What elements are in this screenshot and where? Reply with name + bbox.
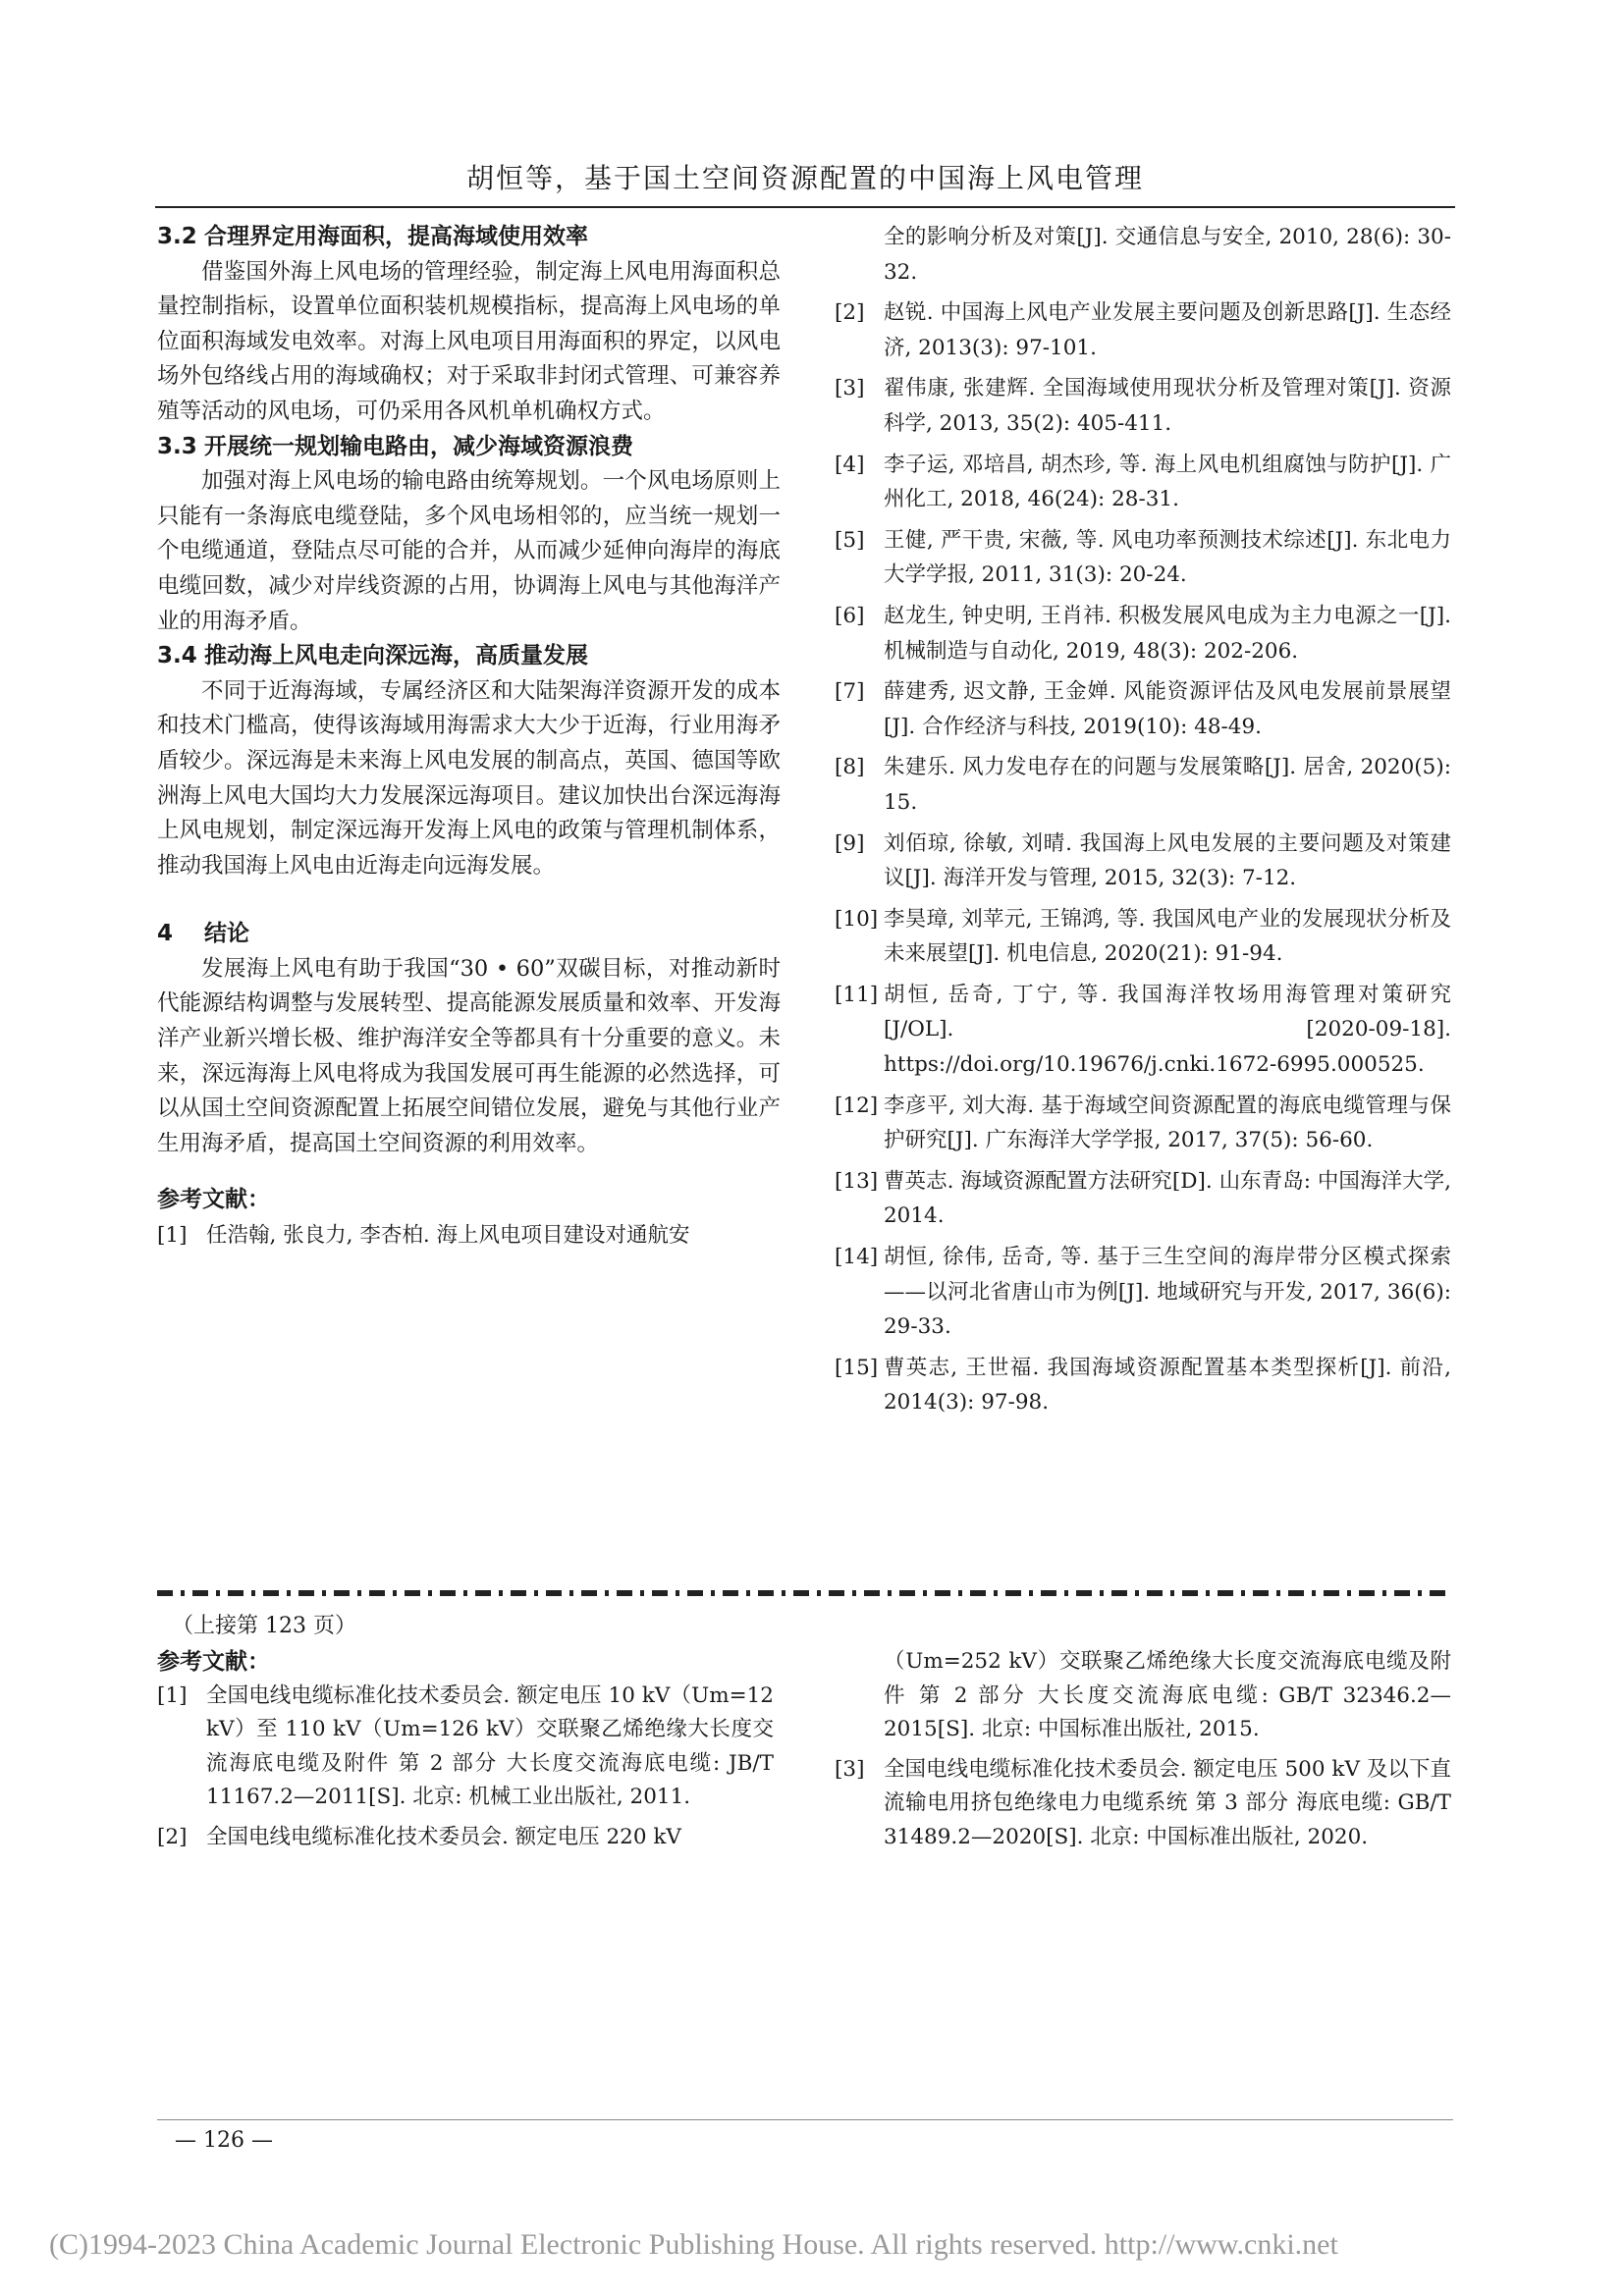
reference-item bbox=[835, 674, 1451, 744]
reference-continuation: （Um=252 kV）交联聚乙烯绝缘大长度交流海底电缆及附件 第 2 部分 大长度交流海底电缆: GB/T 32346.2—2015[S]. 北京: 中国标准出版社, 2015. bbox=[884, 1649, 1451, 1742]
reference-number: [1] bbox=[157, 1682, 188, 1708]
reference-text: 刘佰琼, 徐敏, 刘晴. 我国海上风电发展的主要问题及对策建议[J]. 海洋开发与管理, 2015, 32(3): 7-12. bbox=[884, 830, 1451, 891]
reference-continuation bbox=[835, 220, 1451, 290]
running-head: 胡恒等，基于国土空间资源配置的中国海上风电管理 bbox=[465, 162, 1144, 194]
reference-number: [9] bbox=[835, 830, 865, 856]
header-rule bbox=[155, 206, 1455, 208]
section-paragraph: 借鉴国外海上风电场的管理经验，制定海上风电用海面积总量控制指标，设置单位面积装机规模指标，提高海上风电场的单位面积海域发电效率。对海上风电项目用海面积的界定，以风电场外包络线占用的海域确权；对于采取非封闭式管理、可兼容养殖等活动的风电场，可仍采用各风机单机确权方式。 bbox=[157, 258, 781, 424]
reference-item bbox=[835, 827, 1451, 896]
reference-number: [2] bbox=[835, 300, 865, 326]
section-number: 3.2 bbox=[157, 224, 197, 249]
references-title: 参考文献： bbox=[157, 1649, 270, 1675]
reference-text: 胡恒, 岳奇, 丁宁, 等. 我国海洋牧场用海管理对策研究 [J/OL]. [2020-09-18]. https://doi.org/10.19676/j.cnki.1672-6995.000525. bbox=[884, 982, 1451, 1078]
page-number: — 126 — bbox=[175, 2128, 273, 2153]
reference-text: 赵锐. 中国海上风电产业发展主要问题及创新思路[J]. 生态经济, 2013(3): 97-101. bbox=[884, 300, 1451, 360]
section-title: 结论 bbox=[204, 921, 249, 947]
reference-text: 全的影响分析及对策[J]. 交通信息与安全, 2010, 28(6): 30-32. bbox=[884, 225, 1451, 285]
reference-number: [5] bbox=[835, 527, 865, 553]
continued-refs-left bbox=[157, 1645, 774, 1861]
reference-text: 薛建秀, 迟文静, 王金婵. 风能资源评估及风电发展前景展望[J]. 合作经济与科技, 2019(10): 48-49. bbox=[884, 679, 1451, 739]
left-column bbox=[157, 220, 781, 1259]
section-paragraph: 加强对海上风电场的输电路由统筹规划。一个风电场原则上只能有一条海底电缆登陆，多个风电场相邻的，应当统一规划一个电缆通道，登陆点尽可能的合并，从而减少延伸向海岸的海底电缆回数，减少对岸线资源的占用，协调海上风电与其他海洋产业的用海矛盾。 bbox=[157, 468, 781, 634]
section-number: 4 bbox=[157, 921, 174, 947]
section-paragraph: 发展海上风电有助于我国“30 • 60”双碳目标，对推动新时代能源结构调整与发展转型、提高能源发展质量和效率、开发海洋产业新兴增长极、维护海洋安全等都具有十分重要的意义。未来，深远海海上风电将成为我国发展可再生能源的必然选择，可以从国土空间资源配置上拓展空间错位发展，避免与其他行业产生用海矛盾，提高国土空间资源的利用效率。 bbox=[157, 955, 781, 1156]
reference-number: [10] bbox=[835, 906, 879, 932]
reference-item bbox=[835, 295, 1451, 365]
reference-item bbox=[835, 448, 1451, 517]
continued-refs-right bbox=[835, 1645, 1451, 1861]
right-column bbox=[835, 220, 1451, 1426]
dashed-separator bbox=[157, 1590, 1453, 1596]
reference-number: [12] bbox=[835, 1093, 879, 1118]
reference-number: [7] bbox=[835, 679, 865, 705]
reference-text: 李昊璋, 刘苹元, 王锦鸿, 等. 我国风电产业的发展现状分析及未来展望[J]. 机电信息, 2020(21): 91-94. bbox=[884, 906, 1451, 967]
reference-item bbox=[835, 371, 1451, 441]
reference-item bbox=[835, 1351, 1451, 1420]
reference-text: 王健, 严干贵, 宋薇, 等. 风电功率预测技术综述[J]. 东北电力大学学报, 2011, 31(3): 20-24. bbox=[884, 527, 1451, 588]
reference-item bbox=[835, 1240, 1451, 1345]
reference-number: [2] bbox=[157, 1824, 188, 1849]
reference-item bbox=[835, 750, 1451, 820]
section-title: 推动海上风电走向深远海，高质量发展 bbox=[204, 643, 588, 669]
reference-number: [15] bbox=[835, 1355, 879, 1380]
reference-text: 胡恒, 徐伟, 岳奇, 等. 基于三生空间的海岸带分区模式探索——以河北省唐山市为例[J]. 地域研究与开发, 2017, 36(6): 29-33. bbox=[884, 1245, 1451, 1340]
footer-rule bbox=[157, 2119, 1453, 2120]
continued-from-note: （上接第 123 页） bbox=[172, 1614, 356, 1638]
section-heading-3-2 bbox=[157, 220, 781, 255]
section-paragraph: 不同于近海海域，专属经济区和大陆架海洋资源开发的成本和技术门槛高，使得该海域用海需求大大少于近海，行业用海矛盾较少。深远海是未来海上风电发展的制高点，英国、德国等欧洲海上风电大国均大力发展深远海项目。建议加快出台深远海海上风电规划，制定深远海开发海上风电的政策与管理机制体系，推动我国海上风电由近海走向远海发展。 bbox=[157, 677, 781, 879]
reference-text: 曹英志. 海域资源配置方法研究[D]. 山东青岛: 中国海洋大学, 2014. bbox=[884, 1168, 1451, 1229]
reference-text: 翟伟康, 张建辉. 全国海域使用现状分析及管理对策[J]. 资源科学, 2013, 35(2): 405-411. bbox=[884, 376, 1451, 436]
reference-item bbox=[835, 902, 1451, 972]
reference-text: 全国电线电缆标准化技术委员会. 额定电压 500 kV 及以下直流输电用挤包绝缘电力电缆系统 第 3 部分 海底电缆: GB/T 31489.2—2020[S]. 北京: 中国标准出版社, 2020. bbox=[884, 1756, 1451, 1849]
reference-item bbox=[157, 1218, 781, 1254]
reference-item bbox=[157, 1680, 774, 1815]
section-heading-3-3 bbox=[157, 430, 781, 465]
reference-item bbox=[835, 1753, 1451, 1855]
section-title: 合理界定用海面积，提高海域使用效率 bbox=[204, 224, 588, 249]
section-number: 3.3 bbox=[157, 433, 197, 459]
reference-number: [1] bbox=[157, 1223, 188, 1249]
reference-text: 李彦平, 刘大海. 基于海域空间资源配置的海底电缆管理与保护研究[J]. 广东海洋大学学报, 2017, 37(5): 56-60. bbox=[884, 1093, 1451, 1153]
reference-item bbox=[835, 1164, 1451, 1234]
reference-number: [13] bbox=[835, 1168, 879, 1194]
reference-number: [3] bbox=[835, 376, 865, 401]
reference-item bbox=[835, 523, 1451, 593]
copyright-line: (C)1994-2023 China Academic Journal Electronic Publishing House. All rights reserved. http://www.cnki.net bbox=[49, 2228, 1338, 2261]
section-heading-4 bbox=[157, 917, 781, 952]
section-title: 开展统一规划输电路由，减少海域资源浪费 bbox=[204, 433, 633, 459]
reference-item bbox=[835, 978, 1451, 1083]
reference-text: 曹英志, 王世福. 我国海域资源配置基本类型探析[J]. 前沿, 2014(3): 97-98. bbox=[884, 1355, 1451, 1415]
reference-number: [8] bbox=[835, 755, 865, 780]
reference-number: [14] bbox=[835, 1245, 879, 1270]
reference-item bbox=[157, 1821, 774, 1855]
reference-number: [6] bbox=[835, 603, 865, 628]
reference-number: [4] bbox=[835, 452, 865, 477]
reference-text: 任浩翰, 张良力, 李杏柏. 海上风电项目建设对通航安 bbox=[206, 1223, 690, 1249]
section-number: 3.4 bbox=[157, 643, 197, 669]
section-heading-3-4 bbox=[157, 639, 781, 674]
reference-text: 全国电线电缆标准化技术委员会. 额定电压 220 kV bbox=[206, 1824, 681, 1849]
reference-text: 全国电线电缆标准化技术委员会. 额定电压 10 kV（Um=12 kV）至 110 kV（Um=126 kV）交联聚乙烯绝缘大长度交流海底电缆及附件 第 2 部分 大长度交流海底电缆: JB/T 11167.2—2011[S]. 北京: 机械工业出版社, 2011. bbox=[206, 1682, 774, 1810]
reference-item bbox=[835, 1089, 1451, 1158]
reference-text: 朱建乐. 风力发电存在的问题与发展策略[J]. 居舍, 2020(5): 15. bbox=[884, 755, 1451, 815]
reference-text: 赵龙生, 钟史明, 王肖祎. 积极发展风电成为主力电源之一[J]. 机械制造与自动化, 2019, 48(3): 202-206. bbox=[884, 603, 1451, 664]
reference-text: 李子运, 邓培昌, 胡杰珍, 等. 海上风电机组腐蚀与防护[J]. 广州化工, 2018, 46(24): 28-31. bbox=[884, 452, 1451, 512]
reference-number: [3] bbox=[835, 1756, 865, 1782]
reference-item bbox=[835, 599, 1451, 668]
references-title: 参考文献： bbox=[157, 1187, 270, 1213]
reference-number: [11] bbox=[835, 982, 879, 1007]
